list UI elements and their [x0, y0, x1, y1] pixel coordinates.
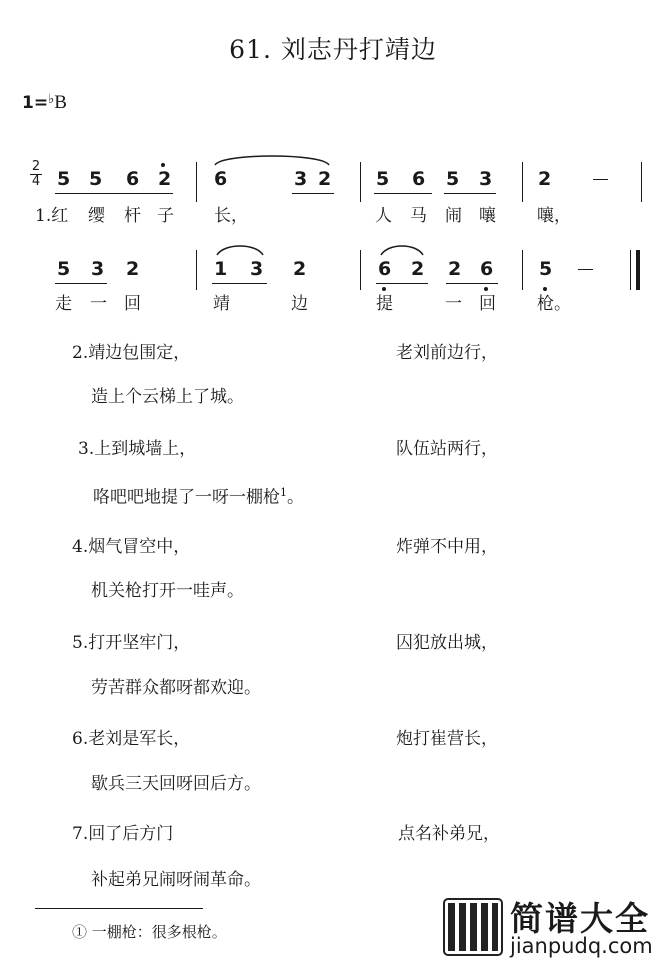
verse-line-a: 6.老刘是军长， [72, 729, 191, 749]
lyric: 闹 [445, 206, 462, 226]
bar-line [196, 250, 197, 290]
high-octave-dot [161, 163, 165, 167]
piano-keys-icon [443, 898, 503, 956]
lyric: 回 [124, 294, 141, 314]
note: 2 [411, 258, 425, 280]
page-title: 61. 刘志丹打靖边 [229, 35, 437, 64]
note: 6 [214, 168, 228, 190]
flat-sign: ♭ [48, 92, 55, 107]
time-signature: 2 4 [31, 159, 41, 189]
lyric: 一 [445, 294, 462, 314]
low-octave-dot [484, 287, 488, 291]
note: 3 [294, 168, 308, 190]
verse-line-b: 囚犯放出城， [396, 633, 498, 653]
beam-line [374, 193, 432, 194]
verse-line-c: 机关枪打开一哇声。 [91, 581, 244, 601]
note: 2 [538, 168, 552, 190]
watermark-logo-text: 简谱大全 [510, 899, 650, 938]
note: 3 [250, 258, 264, 280]
beam-line [292, 193, 334, 194]
note: 1 [214, 258, 228, 280]
note: 6 [126, 168, 140, 190]
lyric: 靖 [213, 294, 230, 314]
lyric: 长， [214, 206, 248, 226]
verse-line-b: 老刘前边行， [396, 343, 498, 363]
low-octave-dot [382, 287, 386, 291]
verse-line-a: 7.回了后方门 [72, 824, 174, 844]
note: 5 [57, 258, 71, 280]
final-bar-thin [630, 250, 631, 290]
lyric: 1.红 [35, 206, 69, 226]
lyric: 回 [479, 294, 496, 314]
bar-line [360, 250, 361, 290]
footnote-divider [35, 908, 203, 909]
note: 2 [126, 258, 140, 280]
beam-line [376, 283, 428, 284]
bar-line [360, 162, 361, 202]
verse-line-a: 4.烟气冒空中， [72, 537, 191, 557]
beam-line [212, 283, 267, 284]
verse-line-c: 歇兵三天回呀回后方。 [91, 774, 261, 794]
lyric: 杆 [124, 206, 141, 226]
beam-line [55, 283, 107, 284]
note: 6 [412, 168, 426, 190]
verse-line-c: 劳苦群众都呀都欢迎。 [91, 678, 261, 698]
note: 3 [91, 258, 105, 280]
footnote-mark: 1 [280, 486, 287, 499]
lyric: 嚷， [537, 206, 571, 226]
verse-line-b: 点名补弟兄， [398, 824, 500, 844]
lyric: 嚷 [479, 206, 496, 226]
slur-arc [212, 151, 332, 167]
note: 6 [480, 258, 494, 280]
low-octave-dot [543, 287, 547, 291]
lyric: 提 [376, 294, 393, 314]
beam-line [446, 283, 498, 284]
dash-line [578, 269, 593, 270]
note: 2 [448, 258, 462, 280]
verse-line-a: 5.打开坚牢门， [72, 633, 191, 653]
slur-arc [214, 241, 266, 257]
verse-line-b: 炸弹不中用， [396, 537, 498, 557]
beam-line [444, 193, 496, 194]
lyric: 人 [375, 206, 392, 226]
bar-line [641, 162, 642, 202]
lyric: 边 [291, 294, 308, 314]
lyric: 子 [157, 206, 174, 226]
lyric: 枪。 [537, 294, 571, 314]
verse-line-a: 2.靖边包围定， [72, 343, 191, 363]
note: 3 [479, 168, 493, 190]
verse-line-a: 3.上到城墙上， [78, 439, 197, 459]
bar-line [522, 162, 523, 202]
verse-line-c: 补起弟兄闹呀闹革命。 [91, 870, 261, 890]
note: 2 [318, 168, 332, 190]
note: 5 [89, 168, 103, 190]
verse-line-b: 队伍站两行， [396, 439, 498, 459]
bar-line [196, 162, 197, 202]
note: 2 [158, 168, 172, 190]
lyric: 缨 [88, 206, 105, 226]
verse-line-c: 造上个云梯上了城。 [91, 387, 244, 407]
lyric: 走 [55, 294, 72, 314]
final-bar-thick [636, 250, 640, 290]
note: 5 [57, 168, 71, 190]
note: 5 [376, 168, 390, 190]
note: 2 [293, 258, 307, 280]
bar-line [522, 250, 523, 290]
lyric: 一 [90, 294, 107, 314]
note: 6 [378, 258, 392, 280]
lyric: 马 [410, 206, 427, 226]
dash-line [593, 179, 608, 180]
slur-arc [378, 241, 426, 257]
note: 5 [446, 168, 460, 190]
footnote: ① 一棚枪：很多根枪。 [72, 923, 227, 941]
beam-line [55, 193, 173, 194]
verse-line-c: 咯吧吧地提了一呀一棚枪$^1$。 [93, 486, 304, 508]
watermark-url: jianpudq.com [510, 934, 653, 958]
verse-line-b: 炮打崔营长， [396, 729, 498, 749]
key-signature: 1=♭B [22, 92, 67, 113]
note: 5 [539, 258, 553, 280]
